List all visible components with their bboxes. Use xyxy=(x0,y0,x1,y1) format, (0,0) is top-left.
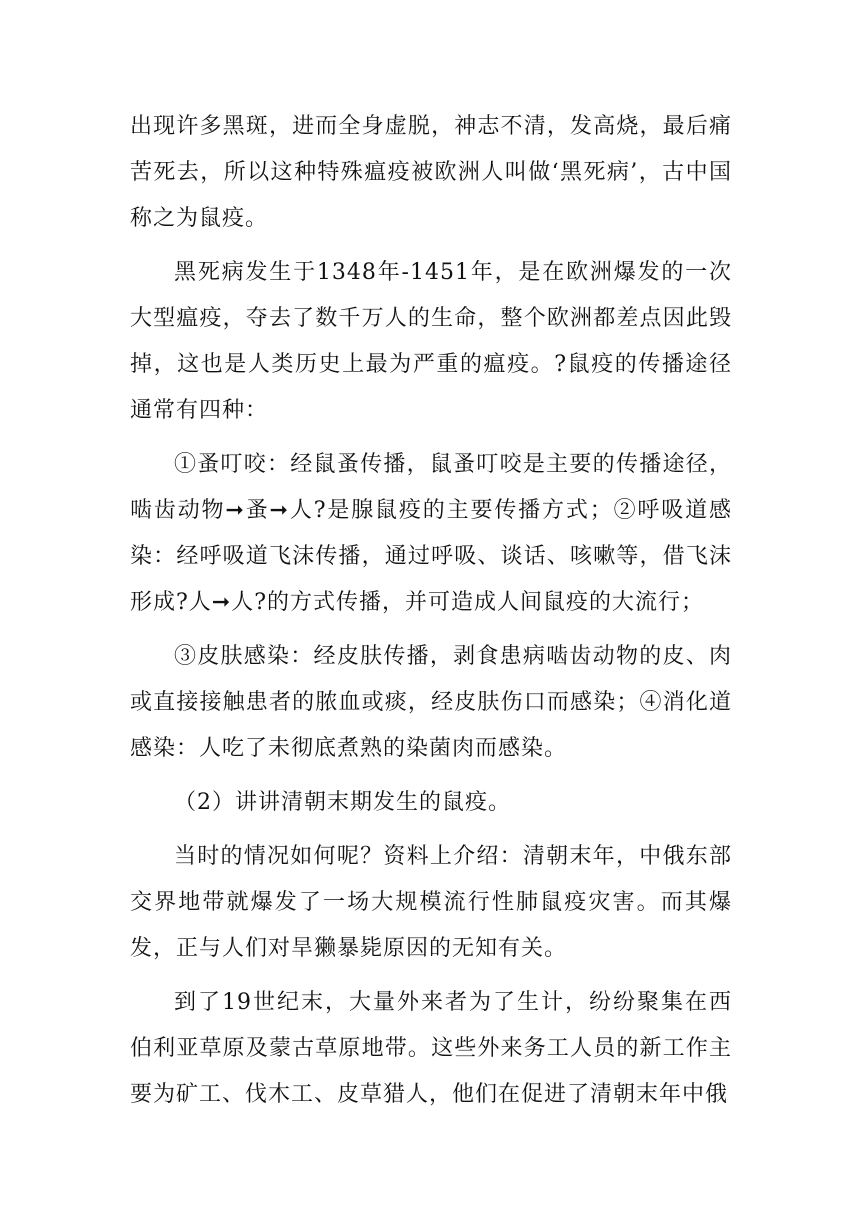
paragraph-qing-situation: 当时的情况如何呢？资料上介绍：清朝末年，中俄东部交界地带就爆发了一场大规模流行性肺鼠疫灾害。而其爆发，正与人们对旱獭暴毙原因的无知有关。 xyxy=(130,844,732,961)
paragraph-transmission-flea-respiratory: ①蚤叮咬：经鼠蚤传播，鼠蚤叮咬是主要的传播途径，啮齿动物➞蚤➞人?是腺鼠疫的主要传播方式；②呼吸道感染：经呼吸道飞沫传播，通过呼吸、谈话、咳嗽等，借飞沫形成?人➞人?的方式传播，并可造成人间鼠疫的大流行； xyxy=(130,452,732,615)
section-heading-qing-plague: （2）讲讲清朝末期发生的鼠疫。 xyxy=(174,790,511,815)
paragraph-transmission-skin-digestive: ③皮肤感染：经皮肤传播，剥食患病啮齿动物的皮、肉或直接接触患者的脓血或痰，经皮肤伤口而感染；④消化道感染：人吃了未彻底煮熟的染菌肉而感染。 xyxy=(130,644,732,761)
paragraph-black-death-symptoms: 出现许多黑斑，进而全身虚脱，神志不清，发高烧，最后痛苦死去，所以这种特殊瘟疫被欧洲人叫做‘黑死病’，古中国称之为鼠疫。 xyxy=(130,114,732,231)
paragraph-19th-century-migrants: 到了19世纪末，大量外来者为了生计，纷纷聚集在西伯利亚草原及蒙古草原地带。这些外来务工人员的新工作主要为矿工、伐木工、皮草猎人，他们在促进了清朝末年中俄 xyxy=(130,990,732,1107)
document-body xyxy=(130,104,732,1118)
paragraph-black-death-history: 黑死病发生于1348年-1451年，是在欧洲爆发的一次大型瘟疫，夺去了数千万人的生命，整个欧洲都差点因此毁掉，这也是人类历史上最为严重的瘟疫。?鼠疫的传播途径通常有四种： xyxy=(130,260,732,423)
